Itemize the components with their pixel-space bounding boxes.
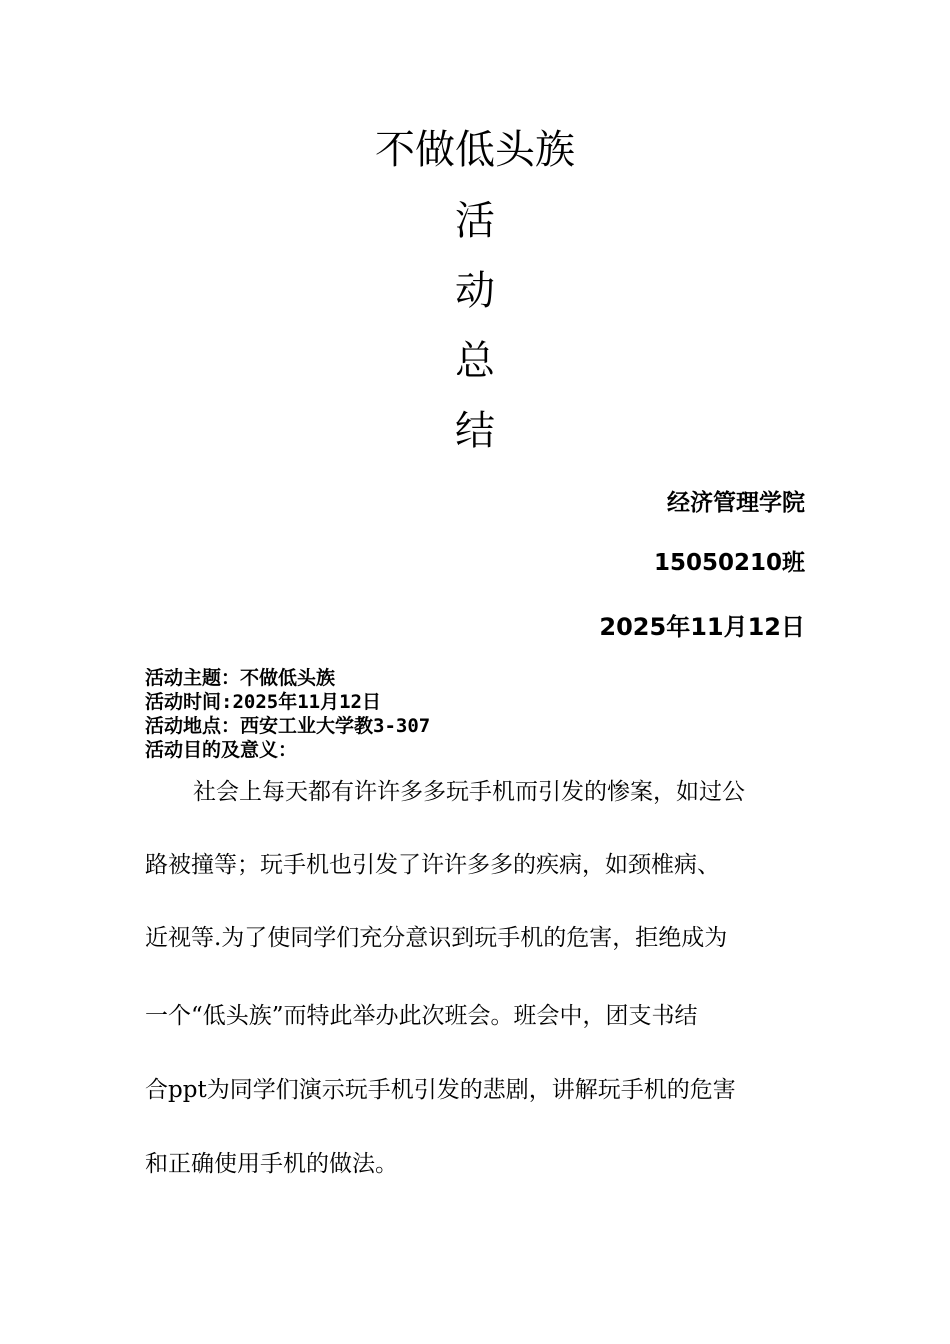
college-name: 经济管理学院 <box>667 490 805 516</box>
title-char-2: 动 <box>455 268 495 314</box>
document-date: 2025年11月12日 <box>599 613 805 641</box>
activity-theme: 活动主题：不做低头族 <box>145 667 336 689</box>
paragraph-line: 和正确使用手机的做法。 <box>145 1151 398 1177</box>
activity-purpose-heading: 活动目的及意义： <box>145 739 298 761</box>
activity-meta <box>145 666 805 762</box>
paragraph-line: 近视等.为了使同学们充分意识到玩手机的危害，拒绝成为 <box>145 925 728 951</box>
title-char-4: 结 <box>455 408 495 454</box>
title-char-1: 活 <box>455 198 495 244</box>
paragraph-line: 一个“低头族”而特此举办此次班会。班会中，团支书结 <box>145 1003 698 1029</box>
paragraph-line: 合ppt为同学们演示玩手机引发的悲剧，讲解玩手机的危害 <box>145 1077 736 1103</box>
document-title: 不做低头族 <box>375 127 575 173</box>
title-char-3: 总 <box>455 338 495 384</box>
class-name: 15050210班 <box>653 550 805 576</box>
activity-location: 活动地点：西安工业大学教3-307 <box>145 715 431 737</box>
paragraph-line: 社会上每天都有许许多多玩手机而引发的惨案，如过公 <box>193 779 745 805</box>
activity-time: 活动时间:2025年11月12日 <box>145 691 381 713</box>
paragraph-line: 路被撞等；玩手机也引发了许许多多的疾病，如颈椎病、 <box>145 852 720 878</box>
